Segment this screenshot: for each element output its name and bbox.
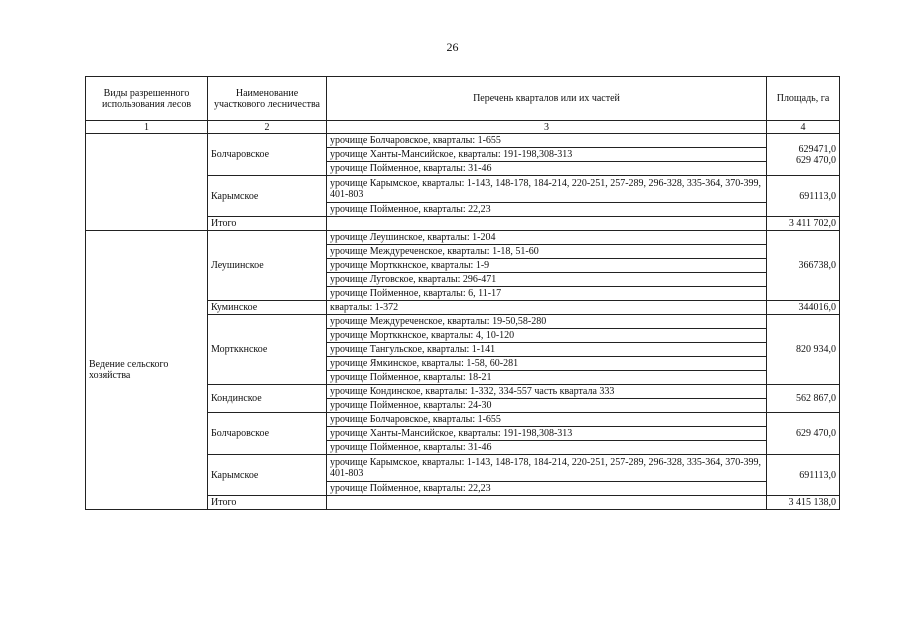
total-label: Итого (208, 496, 327, 510)
area-value: 366738,0 (798, 260, 836, 271)
header-area: Площадь, га (767, 77, 840, 121)
forestry-name: Болчаровское (208, 134, 327, 176)
quarter-item: урочище Пойменное, кварталы: 31-46 (327, 441, 767, 455)
total-value: 3 411 702,0 (767, 217, 840, 231)
quarter-item: урочище Пойменное, кварталы: 18-21 (327, 371, 767, 385)
quarter-item: урочище Пойменное, кварталы: 24-30 (327, 399, 767, 413)
quarter-item: урочище Междуреченское, кварталы: 1-18, 51-60 (327, 245, 767, 259)
quarter-item: урочище Болчаровское, кварталы: 1-655 (327, 413, 767, 427)
quarter-item: урочище Мортккнское, кварталы: 4, 10-120 (327, 329, 767, 343)
table-row (86, 134, 840, 148)
quarter-item: урочище Карымское, кварталы: 1-143, 148-178, 184-214, 220-251, 257-289, 296-328, 335-364, 370-399, 401-803 (327, 455, 767, 482)
total-empty (327, 496, 767, 510)
forestry-name: Карымское (208, 176, 327, 217)
quarter-item: урочище Ханты-Мансийское, кварталы: 191-198,308-313 (327, 148, 767, 162)
area-cell (767, 134, 840, 176)
area-value: 691113,0 (799, 469, 836, 481)
quarter-item: урочище Пойменное, кварталы: 22,23 (327, 203, 767, 217)
header-use-type: Виды разрешенного использования лесов (86, 77, 208, 121)
header-number: 2 (208, 121, 327, 134)
quarter-item: урочище Болчаровское, кварталы: 1-655 (327, 134, 767, 148)
quarter-item: урочище Ханты-Мансийское, кварталы: 191-198,308-313 (327, 427, 767, 441)
area-cell (767, 455, 840, 496)
total-value: 3 415 138,0 (767, 496, 840, 510)
use-type-cell: Ведение сельского хозяйства (86, 231, 208, 510)
quarter-item: урочище Луговское, кварталы: 296-471 (327, 273, 767, 287)
table-body (86, 134, 840, 510)
quarter-item: урочище Междуреченское, кварталы: 19-50,58-280 (327, 315, 767, 329)
area-cell (767, 385, 840, 413)
area-value: 691113,0 (799, 190, 836, 202)
quarter-item: урочище Карымское, кварталы: 1-143, 148-178, 184-214, 220-251, 257-289, 296-328, 335-364, 370-399, 401-803 (327, 176, 767, 203)
quarter-item: урочище Ямкинское, кварталы: 1-58, 60-281 (327, 357, 767, 371)
quarter-item: урочище Пойменное, кварталы: 31-46 (327, 162, 767, 176)
quarter-item: урочище Пойменное, кварталы: 6, 11-17 (327, 287, 767, 301)
header-forestry: Наименование участкового лесничества (208, 77, 327, 121)
quarter-item: кварталы: 1-372 (327, 301, 767, 315)
area-cell (767, 231, 840, 301)
area-value: 629471,0 (798, 143, 836, 155)
forestry-name: Болчаровское (208, 413, 327, 455)
header-quarters: Перечень кварталов или их частей (327, 77, 767, 121)
header-number: 1 (86, 121, 208, 134)
forestry-name: Мортккнское (208, 315, 327, 385)
area-value: 820 934,0 (796, 344, 836, 355)
area-cell (767, 176, 840, 217)
forestry-name: Куминское (208, 301, 327, 315)
area-value: 562 867,0 (796, 393, 836, 404)
area-cell (767, 301, 840, 315)
forest-use-table (85, 76, 840, 510)
quarter-item: урочище Мортккнское, кварталы: 1-9 (327, 259, 767, 273)
page-number: 26 (446, 40, 459, 54)
area-value: 344016,0 (798, 302, 836, 313)
area-cell (767, 315, 840, 385)
area-cell (767, 413, 840, 455)
quarter-item: урочище Леушинское, кварталы: 1-204 (327, 231, 767, 245)
quarter-item: урочище Кондинское, кварталы: 1-332, 334-557 часть квартала 333 (327, 385, 767, 399)
forestry-name: Леушинское (208, 231, 327, 301)
header-number: 4 (767, 121, 840, 134)
area-value: 629 470,0 (796, 154, 836, 166)
use-type-cell (86, 134, 208, 231)
total-label: Итого (208, 217, 327, 231)
total-empty (327, 217, 767, 231)
area-value: 629 470,0 (796, 428, 836, 439)
forestry-name: Карымское (208, 455, 327, 496)
quarter-item: урочище Пойменное, кварталы: 22,23 (327, 482, 767, 496)
header-number: 3 (327, 121, 767, 134)
table-row (86, 231, 840, 245)
quarter-item: урочище Тангульское, кварталы: 1-141 (327, 343, 767, 357)
forestry-name: Кондинское (208, 385, 327, 413)
